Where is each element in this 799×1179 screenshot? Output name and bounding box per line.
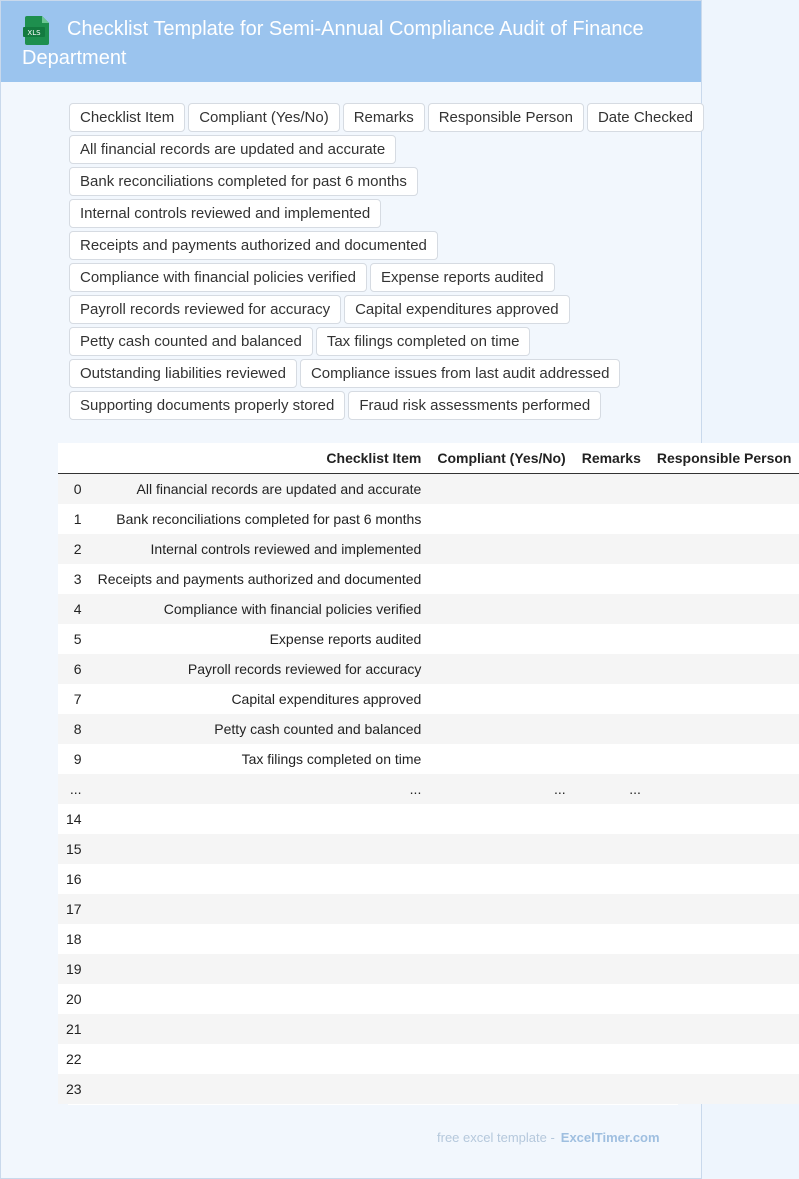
table-row — [58, 1074, 799, 1104]
table-cell — [649, 624, 799, 654]
table-cell — [649, 654, 799, 684]
table-cell — [649, 564, 799, 594]
table-cell — [574, 654, 649, 684]
table-cell — [429, 984, 573, 1014]
row-index-cell: 23 — [58, 1074, 90, 1104]
table-cell: ... — [90, 774, 430, 804]
table-cell — [574, 894, 649, 924]
checklist-chip[interactable]: Outstanding liabilities reviewed — [69, 359, 297, 388]
table-cell — [649, 504, 799, 534]
table-cell — [574, 504, 649, 534]
table-cell — [429, 954, 573, 984]
table-cell — [574, 684, 649, 714]
row-index-cell: 22 — [58, 1044, 90, 1074]
table-cell — [574, 714, 649, 744]
checklist-chip[interactable]: Tax filings completed on time — [316, 327, 531, 356]
row-index-cell: 16 — [58, 864, 90, 894]
table-cell — [429, 474, 573, 505]
table-row — [58, 834, 799, 864]
table-cell: Expense reports audited — [90, 624, 430, 654]
table-cell — [90, 1014, 430, 1044]
footer — [437, 1130, 660, 1145]
table-cell: ... — [429, 774, 573, 804]
table-row — [58, 804, 799, 834]
table-cell — [90, 834, 430, 864]
checklist-chip[interactable]: Responsible Person — [428, 103, 584, 132]
table-cell — [429, 714, 573, 744]
row-index-cell: 8 — [58, 714, 90, 744]
table-cell — [90, 924, 430, 954]
table-cell — [574, 624, 649, 654]
column-header — [58, 443, 90, 474]
row-index-cell: 5 — [58, 624, 90, 654]
table-row — [58, 954, 799, 984]
chip-row — [69, 295, 709, 327]
table-cell — [90, 894, 430, 924]
table-row — [58, 1044, 799, 1074]
row-index-cell: 15 — [58, 834, 90, 864]
table-cell — [90, 804, 430, 834]
table-row — [58, 714, 799, 744]
table-cell — [574, 534, 649, 564]
table-row — [58, 504, 799, 534]
table-cell — [429, 504, 573, 534]
table-cell: Payroll records reviewed for accuracy — [90, 654, 430, 684]
row-index-cell: 6 — [58, 654, 90, 684]
table-cell — [429, 1014, 573, 1044]
table-cell: Capital expenditures approved — [90, 684, 430, 714]
table-cell: Bank reconciliations completed for past 6 months — [90, 504, 430, 534]
table-cell — [649, 1044, 799, 1074]
table-cell — [90, 984, 430, 1014]
checklist-chip[interactable]: Petty cash counted and balanced — [69, 327, 313, 356]
table-cell — [649, 534, 799, 564]
table-cell — [649, 834, 799, 864]
checklist-chip[interactable]: Compliance with financial policies verified — [69, 263, 367, 292]
table-header-row — [58, 443, 799, 474]
xls-icon-label: XLS — [27, 29, 41, 37]
table-cell — [429, 654, 573, 684]
row-index-cell: 19 — [58, 954, 90, 984]
table-cell — [574, 744, 649, 774]
table-cell — [574, 954, 649, 984]
table-cell — [649, 984, 799, 1014]
row-index-cell: 7 — [58, 684, 90, 714]
table-cell — [574, 1074, 649, 1104]
table-cell — [429, 834, 573, 864]
table-cell — [649, 594, 799, 624]
table-cell — [429, 624, 573, 654]
checklist-table-viewport[interactable] — [66, 443, 792, 1105]
table-cell — [574, 804, 649, 834]
table-cell — [429, 564, 573, 594]
table-cell — [649, 1014, 799, 1044]
checklist-chip[interactable]: Date Checked — [587, 103, 704, 132]
table-cell: Receipts and payments authorized and documented — [90, 564, 430, 594]
column-header: Checklist Item — [90, 443, 430, 474]
table-cell — [649, 714, 799, 744]
checklist-table — [58, 443, 799, 1104]
table-row — [58, 564, 799, 594]
checklist-chip[interactable]: Compliance issues from last audit addressed — [300, 359, 620, 388]
table-cell — [90, 954, 430, 984]
row-index-cell: 3 — [58, 564, 90, 594]
table-cell — [649, 894, 799, 924]
table-row — [58, 594, 799, 624]
chip-row — [69, 359, 709, 391]
chip-row — [69, 103, 709, 135]
table-cell — [429, 534, 573, 564]
table-row — [58, 534, 799, 564]
checklist-chip[interactable]: Supporting documents properly stored — [69, 391, 345, 420]
row-index-cell: 14 — [58, 804, 90, 834]
table-cell — [649, 744, 799, 774]
page-title: Checklist Template for Semi-Annual Compliance Audit of Finance Department — [22, 18, 644, 69]
table-cell: Tax filings completed on time — [90, 744, 430, 774]
table-cell — [574, 474, 649, 505]
row-index-cell: 18 — [58, 924, 90, 954]
table-cell — [574, 834, 649, 864]
chip-row — [69, 327, 709, 359]
checklist-chip[interactable]: Receipts and payments authorized and documented — [69, 231, 438, 260]
table-cell — [429, 1074, 573, 1104]
checklist-chip[interactable]: Capital expenditures approved — [344, 295, 569, 324]
table-cell — [574, 1044, 649, 1074]
table-cell: Petty cash counted and balanced — [90, 714, 430, 744]
table-cell — [649, 804, 799, 834]
column-header: Compliant (Yes/No) — [429, 443, 573, 474]
row-index-cell: 20 — [58, 984, 90, 1014]
column-header: Responsible Person — [649, 443, 799, 474]
row-index-cell: 9 — [58, 744, 90, 774]
table-row — [58, 984, 799, 1014]
chip-row — [69, 167, 709, 199]
row-index-cell: 1 — [58, 504, 90, 534]
table-cell — [90, 1074, 430, 1104]
row-index-cell: 0 — [58, 474, 90, 505]
table-cell — [649, 864, 799, 894]
checklist-chip[interactable]: All financial records are updated and accurate — [69, 135, 396, 164]
table-cell — [649, 924, 799, 954]
chip-row — [69, 391, 709, 423]
table-cell — [429, 744, 573, 774]
row-index-cell: 21 — [58, 1014, 90, 1044]
column-header: Remarks — [574, 443, 649, 474]
chip-row — [69, 231, 709, 263]
table-cell — [429, 684, 573, 714]
checklist-chip[interactable]: Remarks — [343, 103, 425, 132]
table-cell: Internal controls reviewed and implemented — [90, 534, 430, 564]
table-cell: ... — [574, 774, 649, 804]
checklist-chips — [69, 103, 709, 423]
table-row — [58, 624, 799, 654]
chip-row — [69, 135, 709, 167]
table-cell — [649, 954, 799, 984]
table-cell — [574, 564, 649, 594]
table-cell — [574, 1014, 649, 1044]
table-cell — [574, 594, 649, 624]
table-row — [58, 654, 799, 684]
checklist-chip[interactable]: Fraud risk assessments performed — [348, 391, 601, 420]
table-cell — [90, 1044, 430, 1074]
checklist-chip[interactable]: Compliant (Yes/No) — [188, 103, 340, 132]
table-row — [58, 864, 799, 894]
table-cell — [90, 864, 430, 894]
table-cell — [649, 774, 799, 804]
table-row — [58, 1014, 799, 1044]
page-header — [1, 1, 701, 82]
table-cell: All financial records are updated and accurate — [90, 474, 430, 505]
table-cell — [574, 984, 649, 1014]
footer-brand-link[interactable]: ExcelTimer.com — [560, 1130, 660, 1145]
checklist-chip[interactable]: Expense reports audited — [370, 263, 555, 292]
checklist-chip[interactable]: Bank reconciliations completed for past 6 months — [69, 167, 418, 196]
table-cell — [429, 864, 573, 894]
table-cell — [429, 1044, 573, 1074]
footer-text: free excel template - — [437, 1130, 555, 1145]
row-index-cell: ... — [58, 774, 90, 804]
row-index-cell: 17 — [58, 894, 90, 924]
table-cell — [429, 804, 573, 834]
table-cell — [429, 894, 573, 924]
table-cell — [574, 864, 649, 894]
table-cell — [649, 474, 799, 505]
table-cell — [649, 1074, 799, 1104]
table-row — [58, 924, 799, 954]
row-index-cell: 2 — [58, 534, 90, 564]
table-row — [58, 774, 799, 804]
checklist-chip[interactable]: Payroll records reviewed for accuracy — [69, 295, 341, 324]
table-row — [58, 894, 799, 924]
checklist-chip[interactable]: Internal controls reviewed and implemented — [69, 199, 381, 228]
xls-file-icon — [23, 15, 51, 46]
chip-row — [69, 199, 709, 231]
table-cell — [574, 924, 649, 954]
table-cell: Compliance with financial policies verified — [90, 594, 430, 624]
table-cell — [429, 594, 573, 624]
checklist-chip[interactable]: Checklist Item — [69, 103, 185, 132]
row-index-cell: 4 — [58, 594, 90, 624]
table-body — [58, 474, 799, 1105]
table-row — [58, 684, 799, 714]
table-row — [58, 744, 799, 774]
table-cell — [429, 924, 573, 954]
chip-row — [69, 263, 709, 295]
table-row — [58, 474, 799, 505]
table-cell — [649, 684, 799, 714]
